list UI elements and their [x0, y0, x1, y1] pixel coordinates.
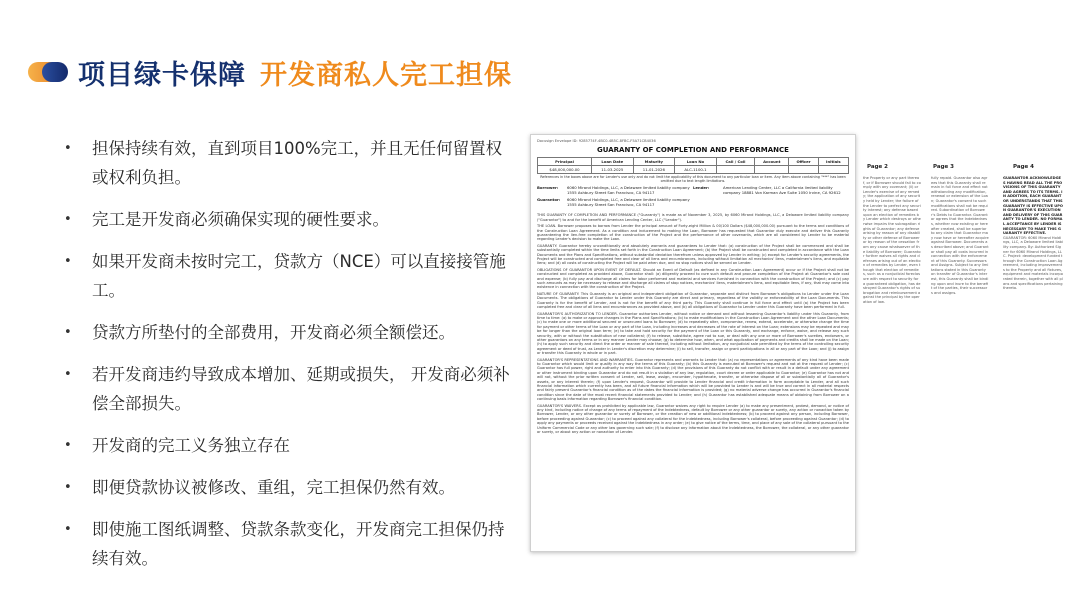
back-page-text: the Property or any part thereof, or if Borrower should fail to comply with any covenant; (ii) or Lender's exercise of any remedy; the application of any security held by Lender; the failure of the Lender to perfect any security interest; any defense based upon an election of remedies by Lender which destroys or otherwise impairs the subrogation rights of Guarantor; any defense arising by reason of any disability or other defense of Borrower or by reason of the cessation from any cause whatsoever of the liability of Borrower; Guarantor further waives all rights and defenses arising out of an election of remedies by Lender, even though that election of remedies, such as a nonjudicial foreclosure with respect to security for a guaranteed obligation, has destroyed Guarantor's rights of subrogation and reimbursement against the principal by the operation of law. — [863, 176, 921, 305]
table-header: Principal — [538, 158, 592, 166]
borrower-value: 6060 Mirand Holdings, LLC, a Delaware limited liability company 1555 Ashbury Street San Francisco, CA 94117 — [567, 185, 690, 195]
bullet-item: • 若开发商违约导致成本增加、延期或损失， 开发商必须补偿全部损失。 — [62, 360, 512, 418]
table-note: References in the boxes above are for Lender's use only and do not limit the applicability of this document to any particular loan or item. Any item above containing "***" has been omitted due to text length limitations. — [540, 175, 846, 183]
back-page-heading: GUARANTOR ACKNOWLEDGES HAVING READ ALL THE PROVISIONS OF THIS GUARANTY AND AGREES TO ITS TERMS. IN ADDITION, EACH GUARANTOR UNDERSTANDS THAT THIS GUARANTY IS EFFECTIVE UPON GUARANTOR'S EXECUTION AND DELIVERY OF THIS GUARANTY TO LENDER. NO FORMAL ACCEPTANCE BY LENDER IS NECESSARY TO MAKE THIS GUARANTY EFFECTIVE. — [1003, 176, 1063, 236]
logo-icon — [28, 61, 70, 83]
table-header: Loan No — [675, 158, 717, 166]
title-bar — [28, 52, 512, 92]
back-page-text: GUARANTOR: 6060 Mirand Holdings, LLC, a Delaware limited liability company. By: Authorized Signer for 6060 Mirand Holdings, LLC. Project: development funded through the Construction Loan Agreement, including improvements to the Property and all fixtures, equipment and materials incorporated therein, together with all plans and specifications pertaining thereto. — [1003, 235, 1063, 291]
document-paragraph: THE LOAN. Borrower proposes to borrow from Lender the principal amount of Forty-eight Million & 00/100 Dollars ($48,000,000.00) pursuant to the terms and conditions of the Construction Loan Agreement. As a condition and inducement to making the Loan, Borrower has requested that Guarantor duly execute and deliver this Guaranty guaranteeing the lien-free completion of the construction of the Project and the performance of other covenants, which are all considered by Lender to be material regarding Lender's decision to make the Loan. — [537, 224, 849, 242]
bullet-item: • 完工是开发商必须确保实现的硬性要求。 — [62, 205, 512, 234]
lender-label: Lender: — [693, 185, 710, 190]
back-page-text: fully repaid. Guarantor also agrees that this Guaranty shall remain in full force and effect notwithstanding any modification, renewal or extension of the Loan; Guarantor's consent to such modifications shall not be required. Subordination of Borrower's Debts to Guarantor. Guarantor agrees that the Indebtedness, whether now existing or hereafter created, shall be superior to any claim that Guarantor may now have or hereafter acquire against Borrower. Documents as described above; and Guarantor shall pay all costs incurred in connection with the enforcement of this Guaranty. Successors and Assigns. Subject to any limitations stated in this Guaranty on transfer of Guarantor's interest, this Guaranty shall be binding upon and inure to the benefit of the parties, their successors and assigns. — [931, 176, 989, 295]
document-body — [537, 213, 849, 434]
page-label: Page 4 — [1013, 164, 1035, 170]
guarantor-label: Guarantor: — [537, 197, 561, 203]
table-cell — [755, 166, 789, 174]
back-page-column — [1003, 176, 1063, 291]
page-subtitle: 开发商私人完工担保 — [260, 59, 512, 91]
envelope-id: Docusign Envelope ID: 9285774F-4BC0-4B5C-8FBC-F5A71CB4036 — [537, 139, 656, 143]
table-cell: 11-03-2025 — [592, 166, 634, 174]
bullet-item: • 即使施工图纸调整、贷款条款变化，开发商完工担保仍持续有效。 — [62, 515, 512, 573]
table-cell — [716, 166, 754, 174]
page-label: Page 3 — [933, 164, 955, 170]
page-title: 项目绿卡保障 — [78, 59, 246, 91]
table-cell — [789, 166, 818, 174]
document-page — [530, 134, 856, 552]
bullet-item: • 即便贷款协议被修改、重组，完工担保仍然有效。 — [62, 473, 512, 502]
table-header: Loan Date — [592, 158, 634, 166]
table-header: Maturity — [633, 158, 675, 166]
lender-value: American Lending Center, LLC a California limited liability company 18881 Von Karman Ave Suite 1050 Irvine, CA 92612 — [723, 185, 841, 195]
parties-block — [537, 186, 849, 210]
document-paragraph: THIS GUARANTY OF COMPLETION AND PERFORMANCE ("Guaranty") is made as of November 3, 2025, by 6060 Mirand Holdings, LLC, a Delaware limited liability company ("Guarantor") to and for the benefit of American Lending Center, LLC ("Lender"). — [537, 213, 849, 222]
bullet-item: • 开发商的完工义务独立存在 — [62, 431, 512, 460]
document-paragraph: GUARANTOR'S REPRESENTATIONS AND WARRANTIES. Guarantor represents and warrants to Lender that: (a) no representations or agreements of any kind have been made to Guarantor which would limit or qualify in any way the terms of this Guaranty; (b) this Guaranty is executed at Borrower's request and not at the request of Lender; (c) Guarantor has full power, right and authority to enter into this Guaranty; (d) the provisions of this Guaranty do not conflict with or result in a default under any agreement or other instrument binding upon Guarantor and do not result in a violation of any law, regulation, court decree or order applicable to Guarantor; (e) Guarantor has not and will not, without the prior written consent of Lender, sell, lease, assign, encumber, hypothecate, transfer, or otherwise dispose of all or substantially all of Guarantor's assets, or any interest therein; (f) upon Lender's request, Guarantor will provide to Lender financial and credit information in form acceptable to Lender, and all such financial information which currently has been, and all future financial information which will be provided to Lender is and will be true and correct in all material respects and fairly present Guarantor's financial condition as of the dates the financial information is provided; (g) no material adverse change has occurred in Guarantor's financial condition since the date of the most recent financial statements provided to Lender; and (h) Guarantor has established adequate means of obtaining from Borrower on a continuing basis information regarding Borrower's financial condition. — [537, 357, 849, 402]
document-paragraph: GUARANTOR'S WAIVERS. Except as prohibited by applicable law, Guarantor waives any right to require Lender (a) to make any presentment, protest, demand, or notice of any kind, including notice of change of any terms of repayment of the Indebtedness, default by Borrower or any other guarantor or surety, any action or nonaction taken by Borrower, Lender, or any other guarantor or surety of Borrower, or the creation of new or additional indebtedness; (b) to proceed against any person, including Borrower, before proceeding against Guarantor; (c) to proceed against any collateral for the Indebtedness, including Borrower's collateral, before proceeding against Guarantor; (d) to apply any payments or proceeds received against the Indebtedness in any order; (e) to give notice of the terms, time, and place of any sale of the collateral pursuant to the Uniform Commercial Code or any other law governing such sale; (f) to disclose any information about the Indebtedness, the Borrower, the collateral, or any other guarantor or surety, or about any action or nonaction of Lender. — [537, 403, 849, 435]
document-paragraph: GUARANTOR'S AUTHORIZATION TO LENDER. Guarantor authorizes Lender, without notice or demand and without lessening Guarantor's liability under this Guaranty, from time to time: (a) to make or approve changes in the Plans and Specifications; (b) to make modifications in the Construction Loan Agreement and the other Loan Documents; (c) to make one or more additional secured or unsecured loans to Borrower; (d) to repeatedly alter, compromise, renew, extend, accelerate, or otherwise change the time for payment or other terms of the Loan or any part of the Loan, including increases and decreases of the rate of interest on the Loan; extensions may be repeated and may be for longer than the original loan term; (e) to take and hold security for the payment of the Loan or this Guaranty, and exchange, enforce, waive, and release any such security, with or without the substitution of new collateral; (f) to release, substitute, agree not to sue, or deal with any one or more of Borrower's sureties, endorsers, or other guarantors on any terms or in any manner Lender may choose; (g) to determine how, when, and what application of payments and credits shall be made on the Loan; (h) to apply such security and direct the order or manner of sale thereof, including without limitation, any nonjudicial sale permitted by the terms of the controlling security agreement or deed of trust, as Lender in Lender's discretion may determine; (i) to sell, transfer, assign or grant participations in all or any part of the Loan; and (j) to assign or transfer this Guaranty in whole or in part. — [537, 311, 849, 356]
document-title: GUARANTY OF COMPLETION AND PERFORMANCE — [597, 146, 789, 154]
bullet-list — [62, 134, 512, 586]
loan-table — [537, 157, 849, 174]
table-header: Account — [755, 158, 789, 166]
document-back-pages — [852, 158, 1066, 542]
bullet-item: • 担保持续有效，直到项目100%完工，并且无任何留置权或权利负担。 — [62, 134, 512, 192]
table-header-row — [538, 158, 849, 166]
table-row — [538, 166, 849, 174]
bullet-item: • 贷款方所垫付的全部费用，开发商必须全额偿还。 — [62, 318, 512, 347]
page-label: Page 2 — [867, 164, 889, 170]
borrower-label: Borrower: — [537, 185, 559, 190]
table-header: Initials — [818, 158, 848, 166]
table-cell: 11-01-2026 — [633, 166, 675, 174]
document-paragraph: NATURE OF GUARANTY. This Guaranty is an original and independent obligation of Guarantor, separate and distinct from Borrower's obligations to Lender under the Loan Documents. The obligations of Guarantor to Lender under this Guaranty are direct and primary, regardless of the validity or enforceability of the Loan Documents. This Guaranty is for the benefit of Lender, and is not for the benefit of any third party. This Guaranty shall continue in full force and effect until (a) the Project has been completed free and clear of all liens and encumbrances as provided above, and (b) all obligations of Guarantor to Lender under this Guaranty have been performed in full. — [537, 291, 849, 310]
table-cell: ALC-1100-1 — [675, 166, 717, 174]
table-header: Officer — [789, 158, 818, 166]
document-paragraph: GUARANTY. Guarantor hereby unconditionally and absolutely warrants and guarantees to Lender that: (a) construction of the Project shall be commenced and shall be substantially completed within the time limits set forth in the Construction Loan Agreement; (b) the Project shall be constructed and completed in accordance with the Loan Documents and the Plans and Specifications, without substantial deviation therefrom unless approved by Lender in writing; (c) except for Lender's security agreements, the Project will be constructed and completed free and clear of all liens and encumbrances, including without limitation all mechanics' liens, materialmen's liens, and equitable liens; and (d) all costs of constructing the Project will be paid when due, and no stop notices shall be served on Lender. — [537, 243, 849, 266]
guarantor-value: 6060 Mirand Holdings, LLC, a Delaware limited liability company 1555 Ashbury Street San Francisco, CA 94117 — [567, 197, 690, 207]
bullet-item: • 如果开发商未按时完工，贷款方（NCE）可以直接接管施工。 — [62, 247, 512, 305]
table-header: Call / Coll — [716, 158, 754, 166]
table-cell — [818, 166, 848, 174]
document-paragraph: OBLIGATIONS OF GUARANTOR UPON EVENT OF DEFAULT. Should an Event of Default (as defined in any Construction Loan Agreement) occur or if the Project shall not be constructed and completed as provided above, Guarantor shall: (a) diligently proceed to cure such default and procure completion of the Project at Guarantor's sole cost and expense; (b) fully pay and discharge all claims for labor performed and material and services furnished in connection with the construction of the Project; and (c) pay such amounts as may be necessary to release and discharge all claims of stop notices, mechanics' liens, materialmen's liens, and equitable liens, if any, that may come into existence in connection with the construction of the Project. — [537, 267, 849, 290]
table-cell: $48,000,000.00 — [538, 166, 592, 174]
